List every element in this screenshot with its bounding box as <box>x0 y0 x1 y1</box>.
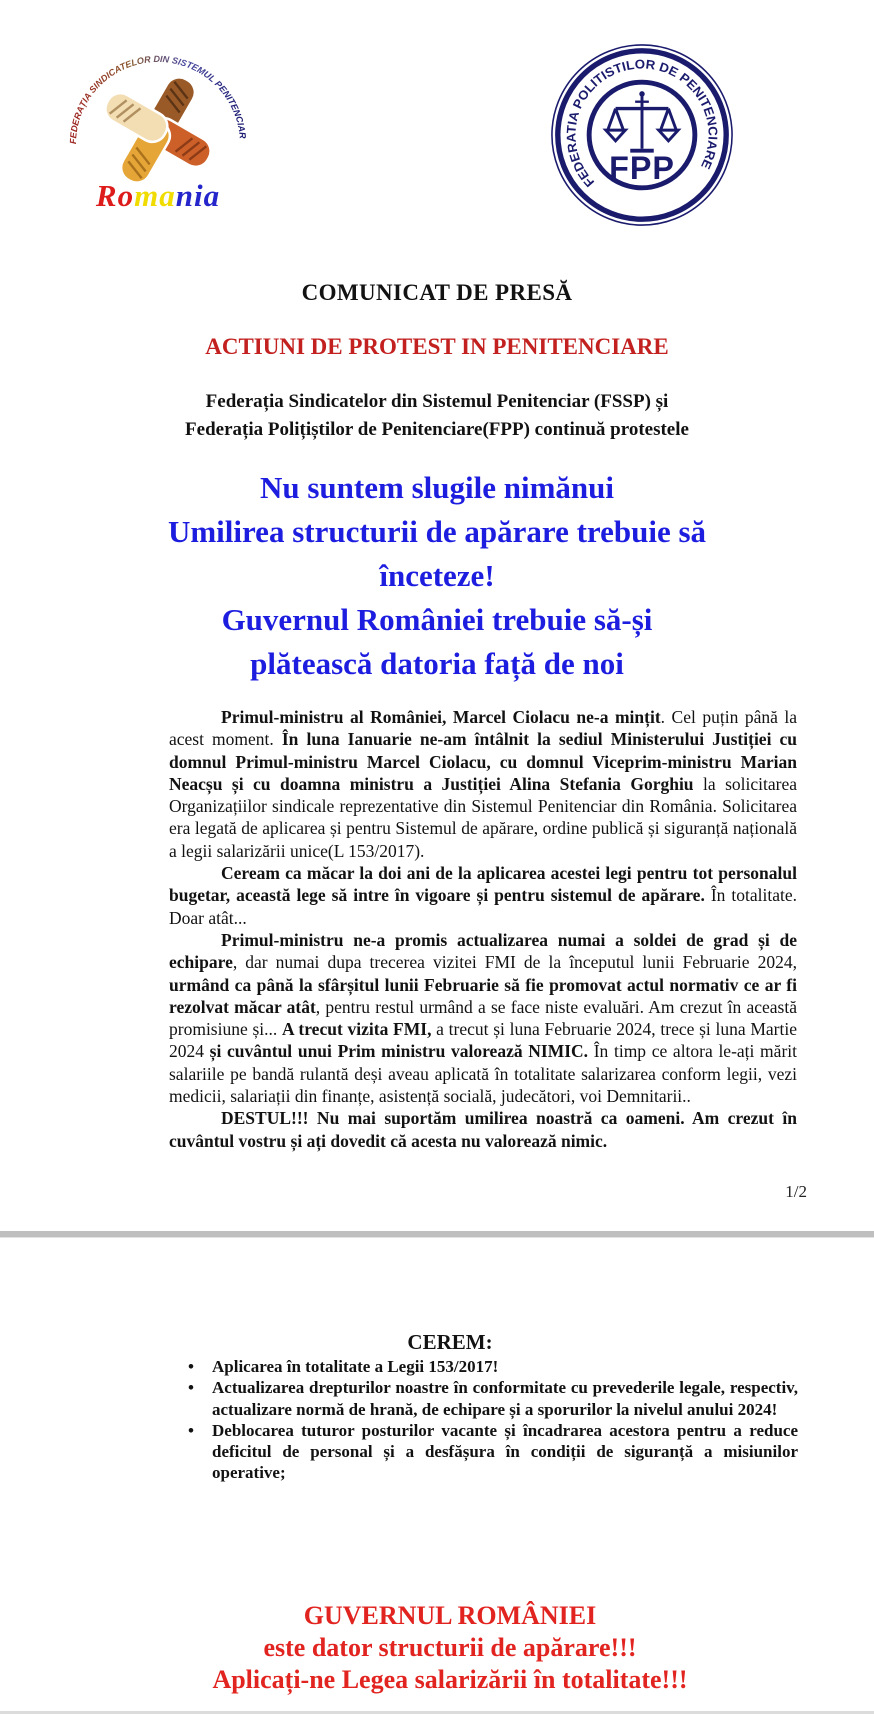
bullet-icon: • <box>188 1378 194 1398</box>
list-item <box>186 1420 798 1484</box>
body-text <box>169 706 797 1152</box>
demands-list <box>186 1356 798 1484</box>
para1-normal-2: la solicitarea Organizațiilor sindicale reprezentative din Sistemul Penitenciar din România. Solicitarea era legată de aplicarea și pentru Sistemul de apărare, ordine publică și siguranță națională a legii salarizării unice(L 153/2017). <box>169 773 797 861</box>
paragraph-3 <box>169 929 797 1107</box>
list-item <box>186 1356 798 1377</box>
para3-normal-1: , dar numai dupa trecerea vizitei FMI de la începutul lunii Februarie 2024, <box>232 952 797 973</box>
fpp-acronym: FPP <box>609 150 675 187</box>
para4-bold-1: DESTUL!!! Nu mai suportăm umilirea noastră ca oameni. Am crezut în cuvântul vostru și ați dovedit că acesta nu valorează nimic. <box>169 1108 797 1151</box>
closing-line-2: este dator structurii de apărare!!! <box>263 1633 637 1662</box>
orgs-line-2: Federația Polițiștilor de Penitenciare(FPP) continuă protestele <box>185 419 689 440</box>
list-item-text: Actualizarea drepturilor noastre în conformitate cu prevederile legale, respectiv, actualizare normă de hrană, de echipare și a sporurilor la nivelul anului 2024! <box>212 1378 798 1419</box>
romania-wordmark <box>56 178 260 214</box>
page-break-divider <box>0 1231 874 1238</box>
headline-line-2: Umilirea structurii de apărare trebuie să <box>167 514 707 549</box>
romania-seg-yellow: ma <box>134 178 176 213</box>
fssp-logo-graphic <box>56 26 260 186</box>
para2-normal-1: În totalitate. Doar atât... <box>169 885 797 928</box>
para1-bold-1: Primul-ministru al României, Marcel Ciolacu ne-a mințit <box>221 707 661 727</box>
press-release-title: COMUNICAT DE PRESĂ <box>301 280 573 305</box>
fpp-logo-graphic <box>549 42 735 228</box>
list-item-text: Deblocarea tuturor posturilor vacante și încadrarea acestora pentru a reduce deficitul de personal și a desfășura în condiții de siguranță a misiunilor operative; <box>212 1420 798 1483</box>
closing-line-1: GUVERNUL ROMÂNIEI <box>303 1601 597 1630</box>
fpp-ring-text: FEDERATIA POLITISTILOR DE PENITENCIARE <box>563 56 721 191</box>
headline-blue <box>0 466 874 686</box>
bullet-icon: • <box>188 1357 194 1376</box>
romania-seg-blue: nia <box>175 178 221 213</box>
demands-title: CEREM: <box>407 1330 493 1354</box>
orgs-line-1: Federația Sindicatelor din Sistemul Penitenciar (FSSP) și <box>205 391 669 412</box>
paragraph-2 <box>169 862 797 929</box>
para1-normal-1: . Cel puțin până la acest moment. <box>169 707 797 750</box>
para3-bold-1: Primul-ministru ne-a promis actualizarea numai a soldei de grad și de echipare <box>169 929 797 973</box>
protest-heading: ACTIUNI DE PROTEST IN PENITENCIARE <box>205 334 669 359</box>
list-item <box>186 1377 798 1420</box>
romania-seg-red: Ro <box>95 178 135 213</box>
para2-bold-1: Ceream ca măcar la doi ani de la aplicarea acestei legi pentru tot personalul bugetar, această lege să intre în vigoare și pentru sistemul de apărare. <box>169 863 797 906</box>
headline-line-4: Guvernul României trebuie să-și <box>221 602 653 637</box>
headline-line-3: înceteze! <box>379 558 495 593</box>
para3-normal-2: , pentru restul urmând a se face niste evaluări. Am crezut în această promisiune și... <box>169 996 797 1040</box>
fpp-logo <box>549 42 735 232</box>
headline-line-1: Nu suntem slugile nimănui <box>259 470 614 505</box>
fssp-arc-text: FEDERAȚIA SINDICATELOR DIN SISTEMUL PENITENCIAR <box>67 53 248 145</box>
list-item-text: Aplicarea în totalitate a Legii 153/2017! <box>212 1357 499 1376</box>
fssp-logo <box>56 26 260 230</box>
paragraph-4 <box>169 1107 797 1152</box>
orgs-statement <box>0 388 874 444</box>
para3-normal-4: În timp ce altora le-ați mărit salariile pe bandă rulantă deși aveau aplicată în totalitate salarizarea conform legii, vezi medicii, salariații din finanțe, asistență socială, judecători, voi Demnitarii.. <box>169 1041 797 1107</box>
paragraph-1 <box>169 706 797 862</box>
closing-statement <box>0 1600 874 1696</box>
bullet-icon: • <box>188 1420 194 1440</box>
closing-line-3: Aplicați-ne Legea salarizării în totalitate!!! <box>212 1665 688 1694</box>
para3-normal-3: a trecut și luna Februarie 2024, trece și luna Martie 2024 <box>169 1019 797 1062</box>
page-number: 1/2 <box>785 1182 807 1201</box>
joined-hands-icon <box>100 72 215 186</box>
para1-bold-2: În luna Ianuarie ne-am întâlnit la sediul Ministerului Justiției cu domnul Primul-ministru Marcel Ciolacu, cu domnul Viceprim-ministru Marian Neacșu și cu doamna ministru a Justiției Alina Stefania Gorghiu <box>169 729 798 794</box>
headline-line-5: plătească datoria față de noi <box>250 646 624 681</box>
para3-bold-2: urmând ca până la sfârșitul lunii Februarie să fie promovat actul normativ ce ar fi rezolvat măcar atât <box>169 974 797 1017</box>
para3-bold-4: și cuvântul unui Prim ministru valorează NIMIC. <box>209 1041 589 1062</box>
para3-bold-3: A trecut vizita FMI, <box>282 1019 432 1040</box>
